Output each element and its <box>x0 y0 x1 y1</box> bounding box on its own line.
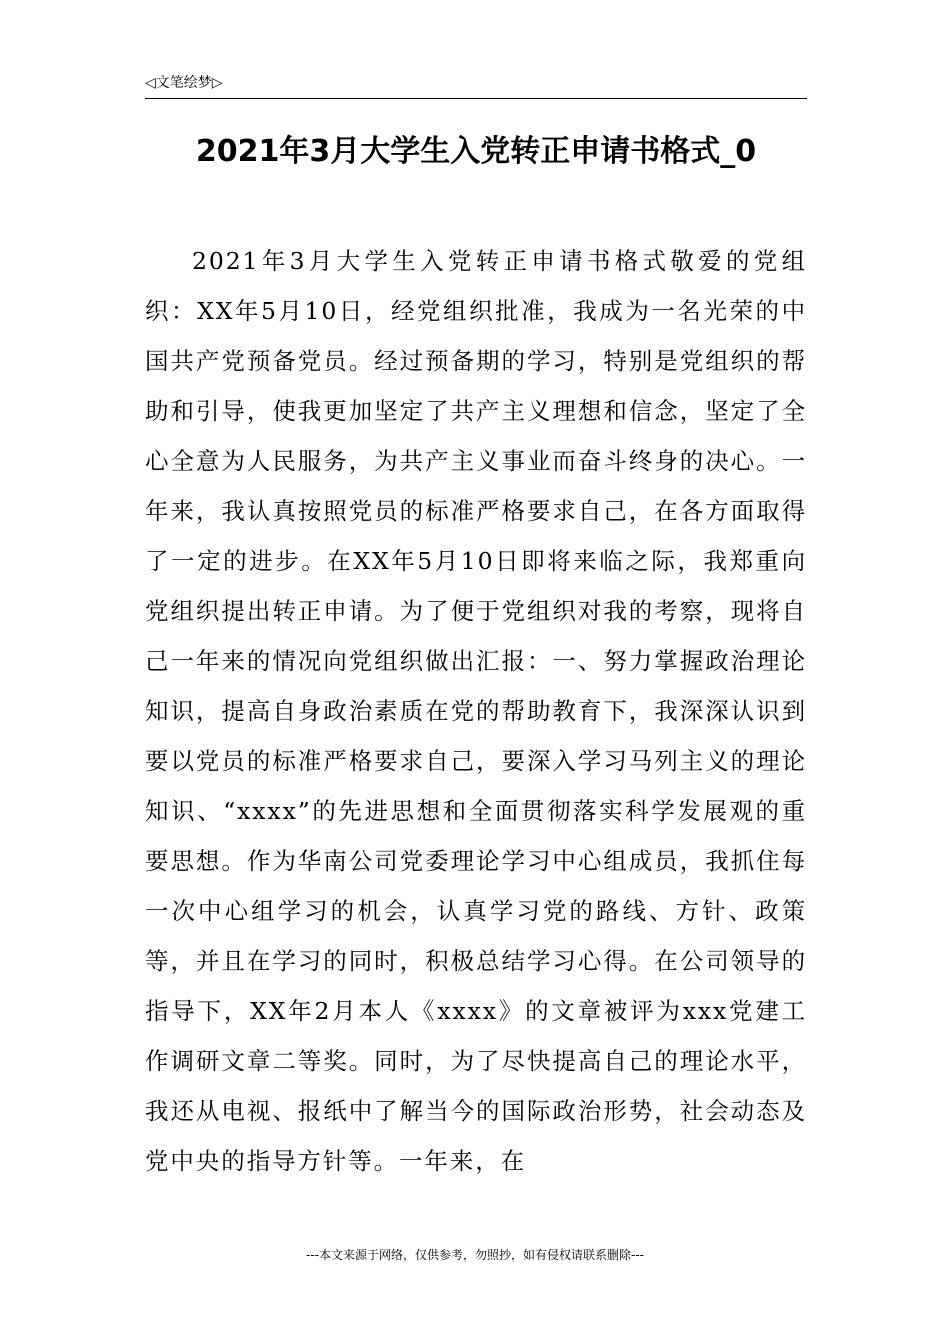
footer-disclaimer: ---本文来源于网络，仅供参考，勿照抄，如有侵权请联系删除--- <box>306 1248 644 1262</box>
header-brand: ◁文笔绘梦▷ <box>145 75 223 91</box>
document-title: 2021年3月大学生入党转正申请书格式_0 <box>195 134 757 169</box>
document-body: 2021年3月大学生入党转正申请书格式敬爱的党组织：XX年5月10日，经党组织批准，我成为一名光荣的中国共产党预备党员。经过预备期的学习，特别是党组织的帮助和引导，使我更加坚定了共产主义理想和信念，坚定了全心全意为人民服务，为共产主义事业而奋斗终身的决心。一年来，我认真按照党员的标准严格要求自己，在各方面取得了一定的进步。在XX年5月10日即将来临之际，我郑重向党组织提出转正申请。为了便于党组织对我的考察，现将自己一年来的情况向党组织做出汇报：一、努力掌握政治理论知识，提高自身政治素质在党的帮助教育下，我深深认识到要以党员的标准严格要求自己，要深入学习马列主义的理论知识、“xxxx”的先进思想和全面贯彻落实科学发展观的重要思想。作为华南公司党委理论学习中心组成员，我抓住每一次中心组学习的机会，认真学习党的路线、方针、政策等，并且在学习的同时，积极总结学习心得。在公司领导的指导下，XX年2月本人《xxxx》的文章被评为xxx党建工作调研文章二等奖。同时，为了尽快提高自己的理论水平，我还从电视、报纸中了解当今的国际政治形势，社会动态及党中央的指导方针等。一年来，在 <box>145 247 807 1175</box>
page-header <box>145 72 807 99</box>
